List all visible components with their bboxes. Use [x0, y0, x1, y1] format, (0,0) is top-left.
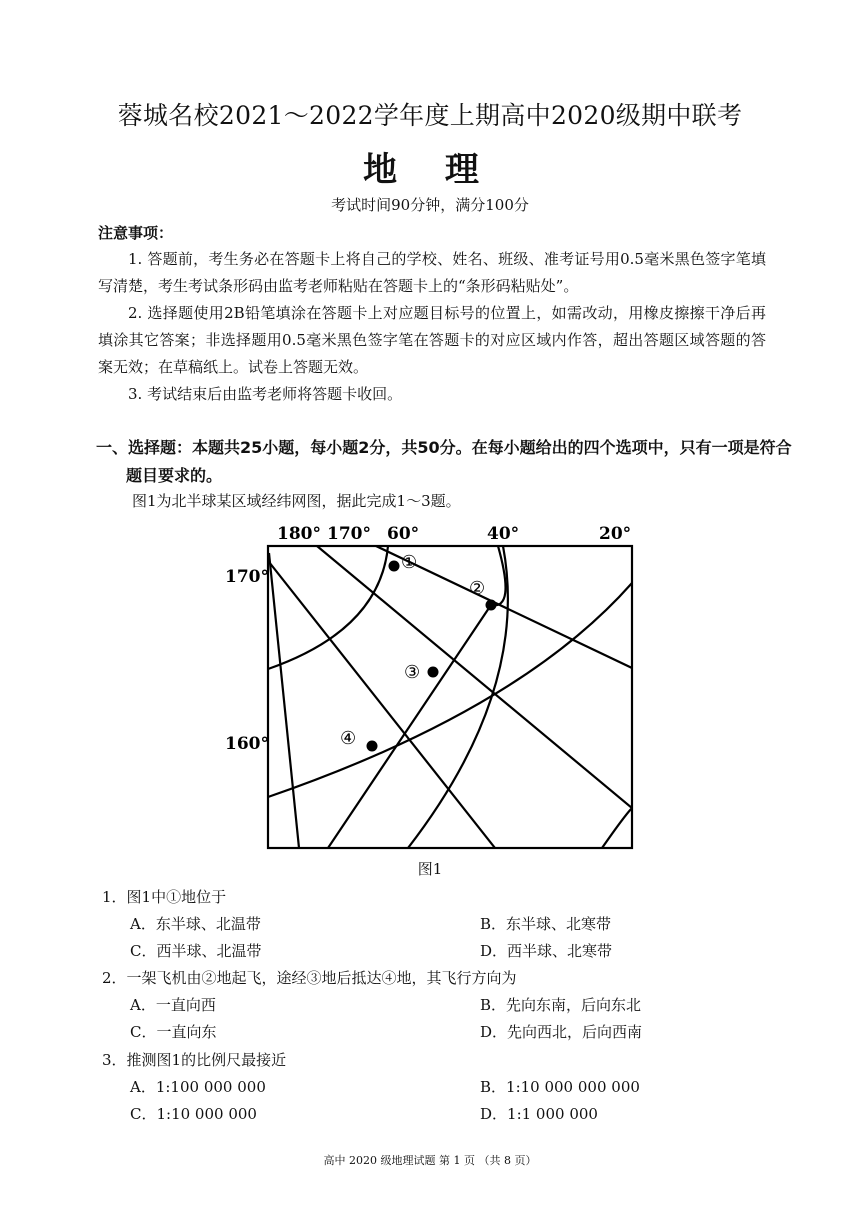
meridian-line [269, 553, 299, 848]
q2-option-a: A．一直向西 [130, 996, 216, 1014]
top-label-20: 20° [599, 524, 632, 544]
q1-option-d: D．西半球、北寒带 [480, 942, 613, 960]
point-label-1: ① [401, 552, 418, 573]
notice-item-3: 3. 考试结束后由监考老师将答题卡收回。 [128, 385, 403, 403]
question-3-stem: 3．推测图1的比例尺最接近 [102, 1051, 287, 1069]
q3-option-a: A．1:100 000 000 [130, 1078, 266, 1096]
exam-title: 蓉城名校2021～2022学年度上期高中2020级期中联考 [117, 101, 743, 130]
question-2-stem: 2．一架飞机由②地起飞，途经③地后抵达④地，其飞行方向为 [102, 969, 517, 987]
meridian-line [269, 562, 495, 848]
point-label-4: ④ [340, 728, 357, 749]
subject-title: 地 理 [363, 150, 497, 190]
left-label-160: 160° [225, 734, 269, 754]
notice-item-1: 1. 答题前，考生务必在答题卡上将自己的学校、姓名、班级、准考证号用0.5毫米黑色签字笔填写清楚，考生考试条形码由监考老师粘贴在答题卡上的“条形码粘贴处”。 [98, 250, 766, 295]
notice-item-2: 2. 选择题使用2B铅笔填涂在答题卡上对应题目标号的位置上，如需改动，用橡皮擦擦干净后再填涂其它答案；非选择题用0.5毫米黑色签字笔在答题卡的对应区域内作答，超出答题区域答题的答案无效；在草稿纸上。试卷上答题无效。 [98, 304, 766, 376]
q2-option-b: B．先向东南，后向东北 [480, 996, 642, 1014]
parallel-line [268, 583, 632, 797]
q1-option-c: C．西半球、北温带 [130, 942, 262, 960]
top-label-40: 40° [487, 524, 520, 544]
exam-info: 考试时间90分钟，满分100分 [331, 196, 529, 214]
page-footer: 高中 2020 级地理试题 第 1 页 （共 8 页） [323, 1154, 537, 1167]
q3-option-b: B．1:10 000 000 000 [480, 1078, 640, 1096]
point-4-marker [367, 741, 378, 752]
q1-option-a: A．东半球、北温带 [130, 915, 261, 933]
map-frame [268, 546, 632, 848]
parallel-line [602, 808, 632, 848]
q1-option-b: B．东半球、北寒带 [480, 915, 612, 933]
point-1-marker [389, 561, 400, 572]
section-intro: 图1为北半球某区域经纬网图，据此完成1～3题。 [132, 492, 461, 510]
q2-option-d: D．先向西北，后向西南 [480, 1023, 643, 1041]
point-3-marker [428, 667, 439, 678]
top-label-60: 60° [387, 524, 420, 544]
top-label-180: 180° [277, 524, 321, 544]
top-label-170: 170° [327, 524, 371, 544]
section-heading: 一、选择题：本题共25小题，每小题2分，共50分。在每小题给出的四个选项中，只有一项是符合题目要求的。 [96, 438, 792, 485]
question-1-stem: 1．图1中①地位于 [102, 888, 227, 906]
point-label-3: ③ [404, 662, 421, 683]
graticule-map-figure [210, 514, 650, 854]
point-2-marker [486, 600, 497, 611]
parallel-line [268, 546, 388, 669]
notice-heading: 注意事项： [98, 224, 174, 242]
q3-option-c: C．1:10 000 000 [130, 1105, 257, 1123]
left-label-170: 170° [225, 567, 269, 587]
point-label-2: ② [469, 578, 486, 599]
q3-option-d: D．1:1 000 000 [480, 1105, 598, 1123]
figure-caption: 图1 [417, 860, 443, 878]
q2-option-c: C．一直向东 [130, 1023, 217, 1041]
